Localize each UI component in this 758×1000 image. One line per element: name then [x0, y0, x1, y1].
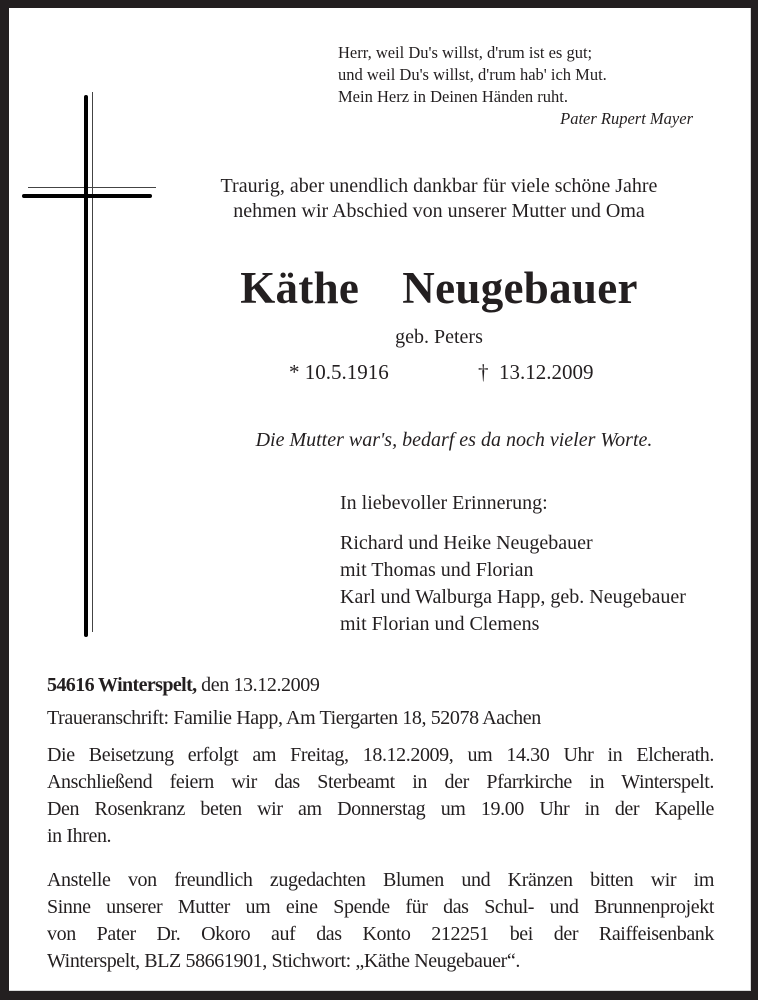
funeral-line: Die Beisetzung erfolgt am Freitag, 18.12.2009, um 14.30 Uhr in Elcherath.: [47, 744, 714, 766]
deceased-name: Käthe Neugebauer: [240, 263, 638, 313]
donation-line: von Pater Dr. Okoro auf das Konto 212251 bei der Raiffeisenbank: [47, 923, 714, 945]
mourning-address: Traueranschrift: Familie Happ, Am Tiergarten 18, 52078 Aachen: [47, 707, 541, 729]
cross-thin-horizontal-line: [28, 187, 156, 188]
funeral-details: [47, 742, 714, 850]
quote-line: und weil Du's willst, d'rum hab' ich Mut.: [338, 65, 607, 84]
maiden-name: geb. Peters: [395, 326, 483, 348]
mourner-line: Richard und Heike Neugebauer: [340, 532, 593, 554]
quote-line: Mein Herz in Deinen Händen ruht.: [338, 87, 569, 106]
intro-text: [159, 174, 719, 224]
mourner-line: Karl und Walburga Happ, geb. Neugebauer: [340, 586, 686, 608]
mourner-line: mit Florian und Clemens: [340, 613, 540, 635]
place: 54616 Winterspelt,: [47, 674, 197, 696]
intro-line: nehmen wir Abschied von unserer Mutter und Oma: [233, 200, 645, 222]
motto: Die Mutter war's, bedarf es da noch vieler Worte.: [255, 429, 653, 451]
date: den 13.12.2009: [196, 674, 320, 696]
mourner-line: mit Thomas und Florian: [340, 559, 534, 581]
funeral-line: Anschließend feiern wir das Sterbeamt in der Pfarrkirche in Winterspelt.: [47, 771, 714, 793]
donation-line: Anstelle von freundlich zugedachten Blumen und Kränzen bitten wir im: [47, 869, 714, 891]
quote-author: Pater Rupert Mayer: [560, 109, 693, 128]
cross-thick-horizontal-bar: [22, 194, 152, 198]
funeral-line: in Ihren.: [47, 825, 112, 847]
intro-line: Traurig, aber unendlich dankbar für viele schöne Jahre: [220, 175, 658, 197]
quote-line: Herr, weil Du's willst, d'rum ist es gut;: [338, 43, 593, 62]
mourners-list: [340, 530, 686, 638]
birth-date: * 10.5.1916: [289, 360, 389, 384]
donation-line: Winterspelt, BLZ 58661901, Stichwort: „Käthe Neugebauer“.: [47, 950, 520, 972]
place-date-line: [47, 672, 714, 699]
death-date: † 13.12.2009: [478, 360, 594, 384]
donation-line: Sinne unserer Mutter um eine Spende für das Schul- und Brunnenprojekt: [47, 896, 714, 918]
cross-thick-vertical-bar: [84, 95, 88, 637]
quote-block: [338, 42, 693, 128]
obituary-page: [9, 8, 751, 991]
donation-request: [47, 867, 714, 975]
cross-thin-vertical-line: [92, 92, 93, 632]
funeral-line: Den Rosenkranz beten wir am Donnerstag um 19.00 Uhr in der Kapelle: [47, 798, 714, 820]
mourners-heading: In liebevoller Erinnerung:: [340, 492, 548, 514]
